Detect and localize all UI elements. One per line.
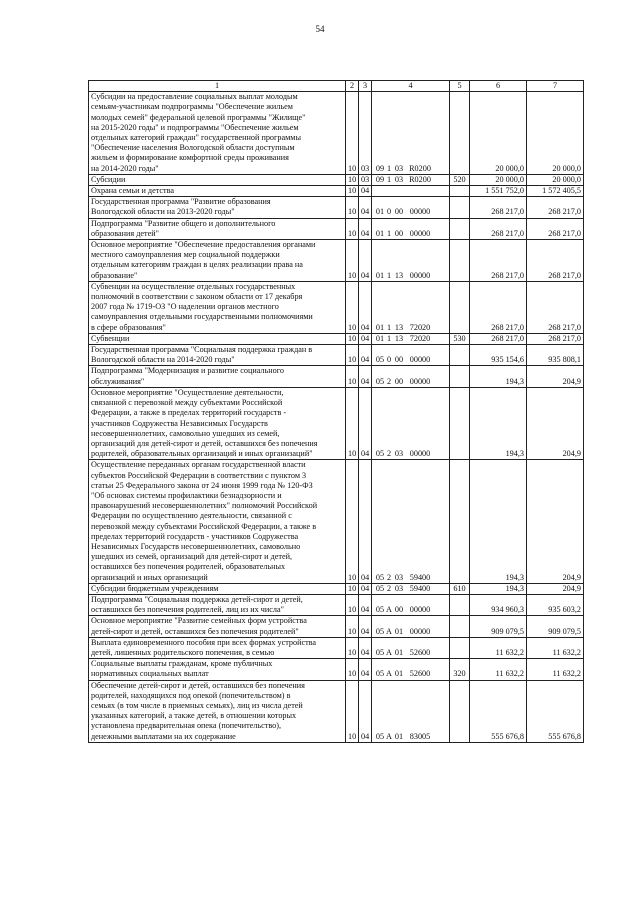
program-code-part: 72020	[409, 333, 431, 343]
subsection-code-cell: 04	[359, 387, 372, 459]
amount-2017-cell: 20 000,0	[470, 174, 527, 185]
amount-2018-cell: 204,9	[527, 583, 584, 594]
header-cell: 3	[359, 81, 372, 92]
program-code-part: R0200	[409, 163, 431, 173]
program-code-part: 1	[386, 322, 392, 332]
amount-2017-cell: 909 079,5	[470, 616, 527, 637]
section-code-cell: 10	[346, 281, 359, 333]
expense-type-cell	[450, 366, 470, 387]
program-code-part: А	[386, 731, 392, 741]
row-name-cell: Осуществление переданных органам государственной власти субъектов Российской Федерации в соответствии с пунктом 3 статьи 25 Федерального закона от 24 июня 1999 года № 120-ФЗ "Об основах системы профилактики безнадзорности и правонарушений несовершеннолетних" полномочий Российской Федерации по осуществлению деятельности, связанной с перевозкой между субъектами Российской Федерации, а также в пределах территорий государств - участников Содружества Независимых Государств несовершеннолетних, самовольно ушедших из семей, организаций для детей-сирот и детей, оставшихся без попечения родителей, образовательных организаций и иных организаций	[89, 460, 346, 583]
program-code-part: 00	[394, 605, 404, 615]
amount-2018-cell: 268 217,0	[527, 197, 584, 218]
table-row	[89, 659, 584, 680]
table-row	[89, 186, 584, 197]
section-code-cell: 10	[346, 616, 359, 637]
amount-2018-cell: 11 632,2	[527, 659, 584, 680]
row-name-cell: Государственная программа "Социальная поддержка граждан в Вологодской области на 2014-2020 годы"	[89, 345, 346, 366]
program-code-part: 00	[394, 228, 404, 238]
header-cell: 7	[527, 81, 584, 92]
amount-2018-cell: 204,9	[527, 387, 584, 459]
row-name-cell: Обеспечение детей-сирот и детей, оставшихся без попечения родителей, находящихся под опекой (попечительством) в семьях (в том числе в приемных семьях), лиц из числа детей указанных категорий, а также детей, в отношении которых установлена предварительная опека (попечительство), денежными выплатами на их содержание	[89, 680, 346, 742]
subsection-code-cell: 04	[359, 240, 372, 282]
program-code-part: 59400	[409, 572, 431, 582]
amount-2018-cell: 20 000,0	[527, 174, 584, 185]
program-code-part: 00000	[409, 605, 431, 615]
program-code-part: 01	[394, 669, 404, 679]
program-code-part: 1	[386, 174, 392, 184]
program-code-part: 05	[375, 572, 385, 582]
program-code-part: 05	[375, 647, 385, 657]
program-code-cell	[372, 174, 450, 185]
section-code-cell: 10	[346, 345, 359, 366]
program-code-part: 01	[394, 731, 404, 741]
section-code-cell: 10	[346, 174, 359, 185]
expense-type-cell	[450, 387, 470, 459]
program-code-part: 00	[394, 355, 404, 365]
table-row	[89, 92, 584, 175]
program-code-cell	[372, 92, 450, 175]
table-row	[89, 174, 584, 185]
expense-type-cell: 520	[450, 174, 470, 185]
section-code-cell: 10	[346, 387, 359, 459]
amount-2017-cell: 194,3	[470, 583, 527, 594]
row-name-cell: Подпрограмма "Социальная поддержка детей-сирот и детей, оставшихся без попечения родителей, лиц из их числа"	[89, 594, 346, 615]
program-code-part: 03	[394, 174, 404, 184]
program-code-part: 01	[394, 647, 404, 657]
section-code-cell: 10	[346, 637, 359, 658]
program-code-part: 05	[375, 669, 385, 679]
subsection-code-cell: 04	[359, 583, 372, 594]
subsection-code-cell: 04	[359, 659, 372, 680]
table-row	[89, 218, 584, 239]
section-code-cell: 10	[346, 197, 359, 218]
subsection-code-cell: 03	[359, 92, 372, 175]
section-code-cell: 10	[346, 460, 359, 583]
program-code-part: 13	[394, 333, 404, 343]
expense-type-cell: 530	[450, 333, 470, 344]
amount-2018-cell: 909 079,5	[527, 616, 584, 637]
amount-2017-cell: 268 217,0	[470, 333, 527, 344]
amount-2018-cell: 20 000,0	[527, 92, 584, 175]
program-code-part: 00000	[409, 449, 431, 459]
program-code-part: 05	[375, 626, 385, 636]
program-code-part: 83005	[409, 731, 431, 741]
program-code-cell	[372, 637, 450, 658]
program-code-part: 0	[386, 355, 392, 365]
program-code-part: 1	[386, 333, 392, 343]
program-code-cell	[372, 616, 450, 637]
row-name-cell: Основное мероприятие "Развитие семейных форм устройства детей-сирот и детей, оставшихся без попечения родителей"	[89, 616, 346, 637]
program-code-part: 13	[394, 270, 404, 280]
expense-type-cell	[450, 281, 470, 333]
row-name-cell: Основное мероприятие "Обеспечение предоставления органами местного самоуправления мер социальной поддержки отдельным категориям граждан в целях реализации права на образование"	[89, 240, 346, 282]
table-row	[89, 345, 584, 366]
section-code-cell: 10	[346, 240, 359, 282]
expense-type-cell	[450, 92, 470, 175]
program-code-part: 00	[394, 376, 404, 386]
amount-2018-cell: 268 217,0	[527, 240, 584, 282]
program-code-cell	[372, 345, 450, 366]
section-code-cell: 10	[346, 583, 359, 594]
table-row	[89, 637, 584, 658]
expense-type-cell	[450, 594, 470, 615]
program-code-cell	[372, 387, 450, 459]
row-name-cell: Государственная программа "Развитие образования Вологодской области на 2013-2020 годы"	[89, 197, 346, 218]
amount-2017-cell: 268 217,0	[470, 240, 527, 282]
table-row	[89, 680, 584, 742]
program-code-part: 01	[375, 322, 385, 332]
table-row	[89, 594, 584, 615]
header-cell: 4	[372, 81, 450, 92]
page-number: 54	[315, 24, 325, 34]
program-code-cell	[372, 333, 450, 344]
amount-2017-cell: 268 217,0	[470, 218, 527, 239]
expense-type-cell	[450, 345, 470, 366]
program-code-part: 72020	[409, 322, 431, 332]
expense-type-cell: 320	[450, 659, 470, 680]
program-code-cell	[372, 680, 450, 742]
amount-2018-cell: 555 676,8	[527, 680, 584, 742]
subsection-code-cell: 04	[359, 366, 372, 387]
program-code-part: 03	[394, 583, 404, 593]
budget-table	[88, 80, 584, 743]
subsection-code-cell: 04	[359, 218, 372, 239]
amount-2018-cell: 268 217,0	[527, 333, 584, 344]
section-code-cell: 10	[346, 659, 359, 680]
subsection-code-cell: 04	[359, 680, 372, 742]
amount-2018-cell: 935 808,1	[527, 345, 584, 366]
row-name-cell: Субвенции на осуществление отдельных государственных полномочий в соответствии с законом области от 17 декабря 2007 года № 1719-ОЗ "О наделении органов местного самоуправления отдельными государственными полномочиями в сфере образования"	[89, 281, 346, 333]
expense-type-cell	[450, 197, 470, 218]
subsection-code-cell: 04	[359, 345, 372, 366]
program-code-cell	[372, 186, 450, 197]
amount-2017-cell: 268 217,0	[470, 197, 527, 218]
section-code-cell: 10	[346, 680, 359, 742]
program-code-cell	[372, 594, 450, 615]
program-code-part: 1	[386, 228, 392, 238]
program-code-part: 13	[394, 322, 404, 332]
program-code-part: 01	[394, 626, 404, 636]
amount-2017-cell: 194,3	[470, 387, 527, 459]
program-code-part: 1	[386, 163, 392, 173]
program-code-part: 01	[375, 228, 385, 238]
amount-2018-cell: 1 572 405,5	[527, 186, 584, 197]
row-name-cell: Социальные выплаты гражданам, кроме публичных нормативных социальных выплат	[89, 659, 346, 680]
header-cell: 1	[89, 81, 346, 92]
amount-2018-cell: 268 217,0	[527, 218, 584, 239]
subsection-code-cell: 04	[359, 594, 372, 615]
expense-type-cell	[450, 460, 470, 583]
program-code-part: 05	[375, 376, 385, 386]
program-code-part: 2	[386, 376, 392, 386]
row-name-cell: Выплата единовременного пособия при всех формах устройства детей, лишенных родительского попечения, в семью	[89, 637, 346, 658]
program-code-part: 09	[375, 174, 385, 184]
program-code-part: 05	[375, 583, 385, 593]
program-code-part: 52600	[409, 669, 431, 679]
program-code-cell	[372, 240, 450, 282]
amount-2017-cell: 268 217,0	[470, 281, 527, 333]
program-code-cell	[372, 218, 450, 239]
program-code-part: 03	[394, 163, 404, 173]
program-code-cell	[372, 281, 450, 333]
amount-2017-cell: 555 676,8	[470, 680, 527, 742]
section-code-cell: 10	[346, 333, 359, 344]
program-code-part: А	[386, 605, 392, 615]
program-code-cell	[372, 659, 450, 680]
amount-2018-cell: 935 603,2	[527, 594, 584, 615]
amount-2018-cell: 11 632,2	[527, 637, 584, 658]
program-code-cell	[372, 583, 450, 594]
program-code-part: 00000	[409, 355, 431, 365]
program-code-part: 00000	[409, 270, 431, 280]
program-code-part: 09	[375, 163, 385, 173]
program-code-part: 2	[386, 572, 392, 582]
subsection-code-cell: 04	[359, 616, 372, 637]
expense-type-cell	[450, 186, 470, 197]
table-row	[89, 333, 584, 344]
program-code-cell	[372, 366, 450, 387]
section-code-cell: 10	[346, 594, 359, 615]
program-code-part: 00000	[409, 228, 431, 238]
table-row	[89, 240, 584, 282]
program-code-part: R0200	[409, 174, 431, 184]
expense-type-cell	[450, 218, 470, 239]
header-cell: 6	[470, 81, 527, 92]
section-code-cell: 10	[346, 366, 359, 387]
amount-2017-cell: 194,3	[470, 460, 527, 583]
header-cell: 5	[450, 81, 470, 92]
program-code-part: 05	[375, 449, 385, 459]
header-cell: 2	[346, 81, 359, 92]
subsection-code-cell: 04	[359, 186, 372, 197]
table-row	[89, 616, 584, 637]
table-row	[89, 460, 584, 583]
program-code-part: 05	[375, 605, 385, 615]
expense-type-cell	[450, 637, 470, 658]
program-code-part: 52600	[409, 647, 431, 657]
program-code-part: 2	[386, 583, 392, 593]
program-code-part: 00	[394, 207, 404, 217]
row-name-cell: Субсидии	[89, 174, 346, 185]
expense-type-cell: 610	[450, 583, 470, 594]
program-code-part: 01	[375, 333, 385, 343]
amount-2017-cell: 934 960,3	[470, 594, 527, 615]
program-code-part: 0	[386, 207, 392, 217]
program-code-part: 59400	[409, 583, 431, 593]
expense-type-cell	[450, 616, 470, 637]
subsection-code-cell: 04	[359, 333, 372, 344]
program-code-part: А	[386, 669, 392, 679]
row-name-cell: Субсидии на предоставление социальных выплат молодым семьям-участникам подпрограммы "Обеспечение жильем молодых семей" федеральной целевой программы "Жилище" на 2015-2020 годы" и подпрограммы "Обеспечение жильем отдельных категорий граждан" государственной программы "Обеспечение населения Вологодской области доступным жильем и формирование комфортной среды проживания на 2014-2020 годы"	[89, 92, 346, 175]
amount-2017-cell: 1 551 752,0	[470, 186, 527, 197]
subsection-code-cell: 03	[359, 174, 372, 185]
program-code-part: 1	[386, 270, 392, 280]
amount-2017-cell: 11 632,2	[470, 637, 527, 658]
program-code-part: 01	[375, 270, 385, 280]
expense-type-cell	[450, 680, 470, 742]
row-name-cell: Субвенции	[89, 333, 346, 344]
program-code-part: 00000	[409, 376, 431, 386]
expense-type-cell	[450, 240, 470, 282]
amount-2017-cell: 20 000,0	[470, 92, 527, 175]
program-code-part: 01	[375, 207, 385, 217]
subsection-code-cell: 04	[359, 281, 372, 333]
table-row	[89, 583, 584, 594]
subsection-code-cell: 04	[359, 197, 372, 218]
subsection-code-cell: 04	[359, 460, 372, 583]
program-code-part: А	[386, 647, 392, 657]
program-code-part: 03	[394, 572, 404, 582]
amount-2018-cell: 268 217,0	[527, 281, 584, 333]
program-code-part: 05	[375, 731, 385, 741]
program-code-part: 05	[375, 355, 385, 365]
program-code-part: 00000	[409, 207, 431, 217]
subsection-code-cell: 04	[359, 637, 372, 658]
program-code-part: 2	[386, 449, 392, 459]
section-code-cell: 10	[346, 186, 359, 197]
section-code-cell: 10	[346, 92, 359, 175]
program-code-part: А	[386, 626, 392, 636]
table-row	[89, 197, 584, 218]
row-name-cell: Охрана семьи и детства	[89, 186, 346, 197]
row-name-cell: Подпрограмма "Развитие общего и дополнительного образования детей"	[89, 218, 346, 239]
table-row	[89, 281, 584, 333]
program-code-part: 00000	[409, 626, 431, 636]
amount-2017-cell: 935 154,6	[470, 345, 527, 366]
section-code-cell: 10	[346, 218, 359, 239]
program-code-cell	[372, 197, 450, 218]
amount-2017-cell: 11 632,2	[470, 659, 527, 680]
program-code-cell	[372, 460, 450, 583]
table-header-row	[89, 81, 584, 92]
amount-2018-cell: 204,9	[527, 460, 584, 583]
table-row	[89, 387, 584, 459]
row-name-cell: Основное мероприятие "Осуществление деятельности, связанной с перевозкой между субъектами Российской Федерации, а также в пределах территорий государств - участников Содружества Независимых Государств несовершеннолетних, самовольно ушедших из семей, организаций для детей-сирот и детей, оставшихся без попечения родителей, образовательных организаций и иных организаций"	[89, 387, 346, 459]
program-code-part: 03	[394, 449, 404, 459]
table-row	[89, 366, 584, 387]
row-name-cell: Подпрограмма "Модернизация и развитие социального обслуживания"	[89, 366, 346, 387]
row-name-cell: Субсидии бюджетным учреждениям	[89, 583, 346, 594]
amount-2017-cell: 194,3	[470, 366, 527, 387]
amount-2018-cell: 204,9	[527, 366, 584, 387]
